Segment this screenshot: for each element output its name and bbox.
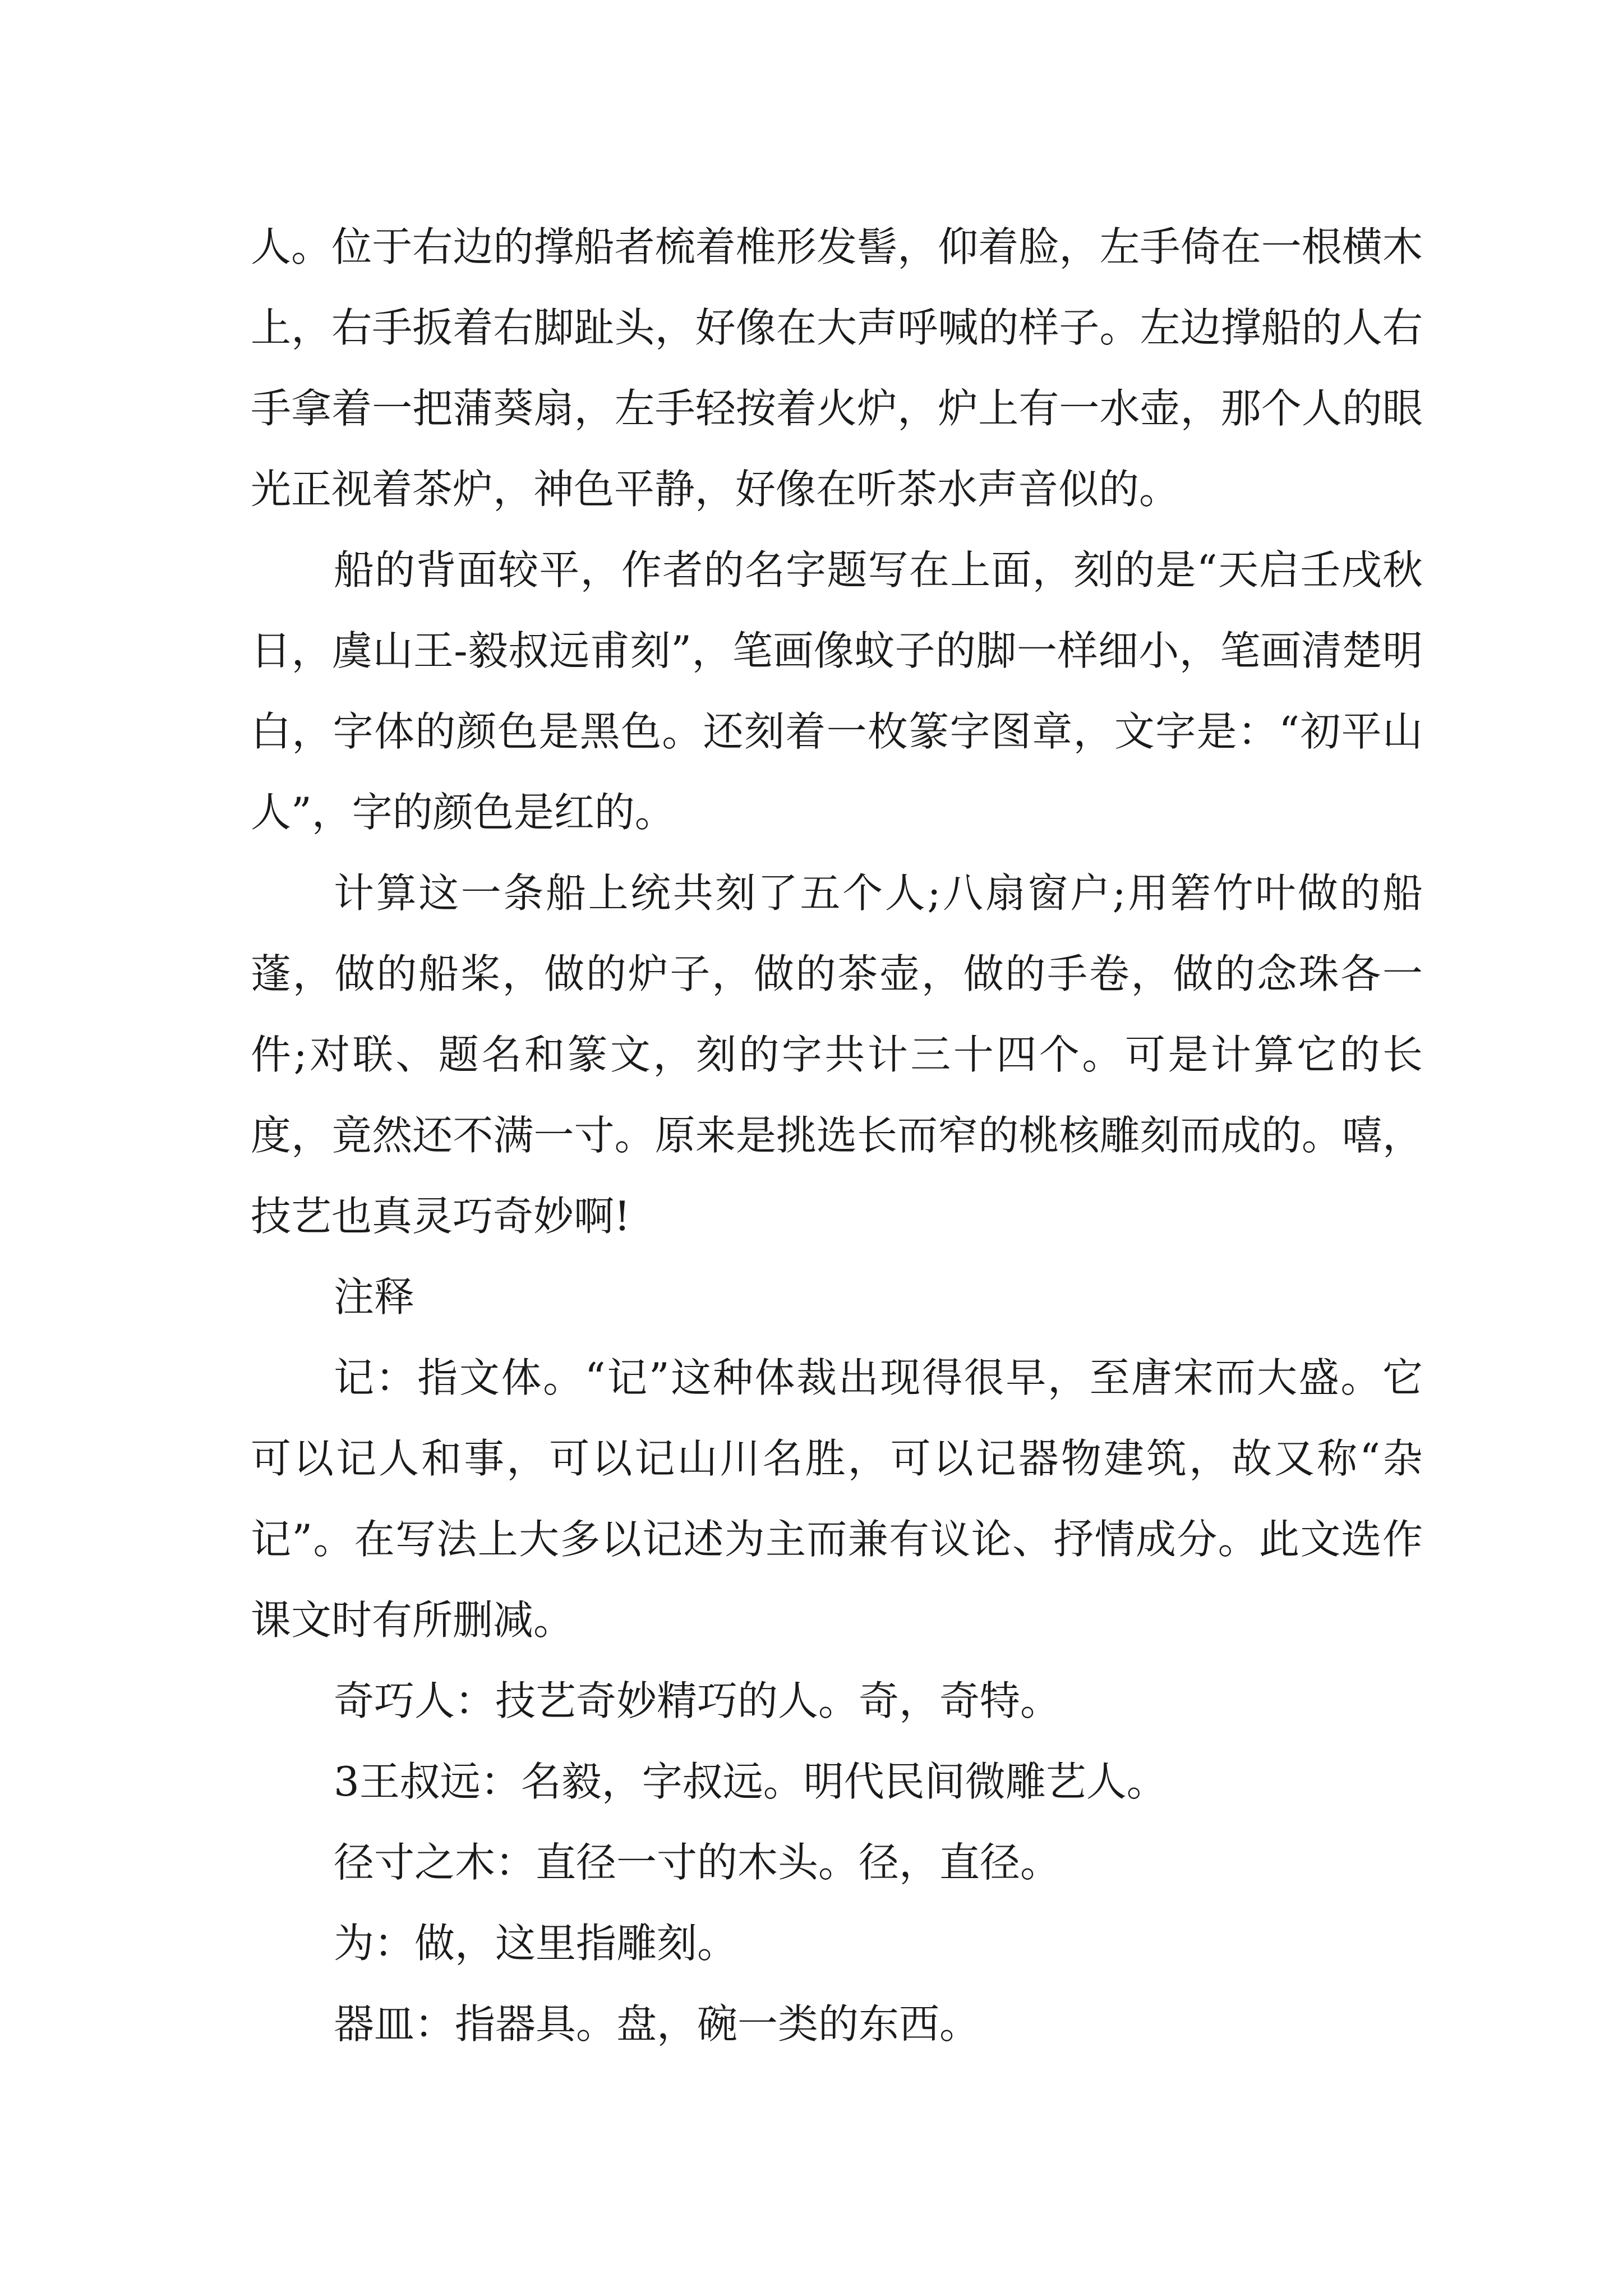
paragraph-inscription: 船的背面较平，作者的名字题写在上面，刻的是“天启壬戌秋日，虞山王-毅叔远甫刻”，笔画像蚊子的脚一样细小，笔画清楚明白，字体的颜色是黑色。还刻着一枚篆字图章，文字是：“初平山人”，字的颜色是红的。 [251,546,1423,836]
note-qiqiaoren: 奇巧人：技艺奇妙精巧的人。奇，奇特。 [334,1677,1061,1724]
body-text [251,206,1423,2064]
note-qimin: 器皿：指器具。盘，碗一类的东西。 [334,2000,980,2047]
note-jingcunzhimu: 径寸之木：直径一寸的木头。径，直径。 [334,1839,1061,1886]
note-wangshuyuan: 3王叔远：名毅，字叔远。明代民间微雕艺人。 [334,1758,1167,1805]
note-ji: 记：指文体。“记”这种体裁出现得很早，至唐宋而大盛。它可以记人和事，可以记山川名胜，可以记器物建筑，故又称“杂记”。在写法上大多以记述为主而兼有议论、抒情成分。此文选作课文时有所删减。 [251,1354,1423,1644]
notes-heading: 注释 [334,1273,415,1320]
paragraph-continued: 人。位于右边的撑船者梳着椎形发髻，仰着脸，左手倚在一根横木上，右手扳着右脚趾头，好像在大声呼喊的样子。左边撑船的人右手拿着一把蒲葵扇，左手轻按着火炉，炉上有一水壶，那个人的眼光正视着茶炉，神色平静，好像在听茶水声音似的。 [251,223,1423,513]
paragraph-count: 计算这一条船上统共刻了五个人;八扇窗户;用箬竹叶做的船蓬，做的船桨，做的炉子，做的茶壶，做的手卷，做的念珠各一件;对联、题名和篆文，刻的字共计三十四个。可是计算它的长度，竟然还不满一寸。原来是挑选长而窄的桃核雕刻而成的。嘻，技艺也真灵巧奇妙啊! [251,869,1423,1240]
note-wei: 为：做，这里指雕刻。 [334,1920,738,1967]
